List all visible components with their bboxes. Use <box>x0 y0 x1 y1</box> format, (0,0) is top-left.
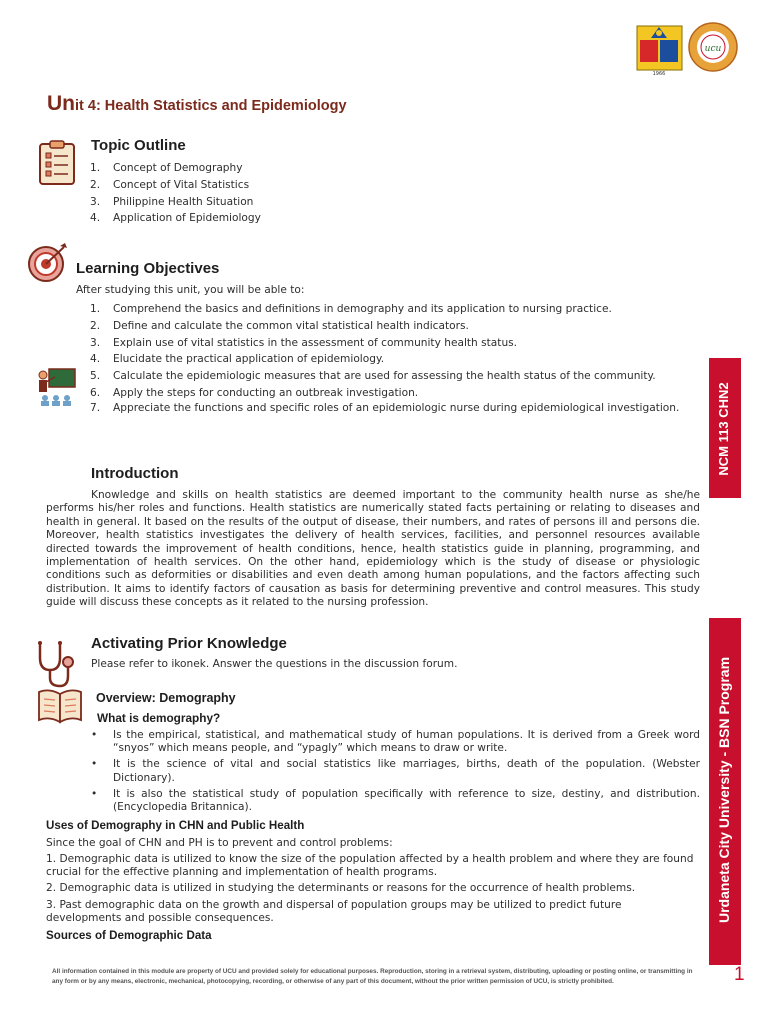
overview-heading: Overview: Demography <box>96 691 236 705</box>
list-item: 2. Demographic data is utilized in studying the determinants or reasons for the occurrence of health problems. <box>46 882 636 895</box>
logo-year: 1966 <box>652 71 666 76</box>
list-item: 1. Concept of Demography <box>90 162 243 174</box>
open-book-icon <box>37 688 83 724</box>
list-item: • It is also the statistical study of population specifically with reference to size, destiny, and distribution. (Encyclopedia Britannica). <box>91 787 700 814</box>
list-item: • Is the empirical, statistical, and mathematical study of human populations. It is derived from a Greek word “snyos” which means people, and “ypagly” which means to draw or write. <box>91 729 700 755</box>
clipboard-icon <box>38 140 76 186</box>
uses-intro: Since the goal of CHN and PH is to prevent and control problems: <box>46 837 393 849</box>
list-item: 1. Demographic data is utilized to know the size of the population affected by a health problem and where they are found crucial for the effective planning and implementation of health programs. <box>46 853 694 879</box>
university-seal-logo <box>688 22 738 72</box>
unit-title-prefix: Un <box>47 92 75 115</box>
list-item: 3. Philippine Health Situation <box>90 195 254 208</box>
objectives-intro: After studying this unit, you will be able to: <box>76 284 305 296</box>
unit-title <box>47 92 347 116</box>
teacher-icon <box>35 367 77 407</box>
list-item: 4. Application of Epidemiology <box>90 212 261 225</box>
introduction-heading: Introduction <box>91 465 179 482</box>
objectives-list <box>90 301 700 415</box>
list-item: • It is the science of vital and social statistics like marriages, births, death of the population. (Webster Dictionary). <box>91 758 700 784</box>
list-item: 2. Concept of Vital Statistics <box>90 178 250 191</box>
prior-knowledge-heading: Activating Prior Knowledge <box>91 635 287 652</box>
list-item: 3. Explain use of vital statistics in the assessment of community health status. <box>90 336 518 349</box>
course-code: NCM 113 CHN2 <box>716 382 731 476</box>
left-logo <box>636 22 683 76</box>
list-item: 7. Appreciate the functions and specific roles of an epidemiologic nurse during epidemiological investigation. <box>90 401 680 414</box>
list-item: 3. Past demographic data on the growth and dispersal of population groups may be utilized to predict future developments and possible consequences. <box>46 898 622 924</box>
uses-list <box>46 853 700 925</box>
list-item: 5. Calculate the epidemiologic measures that are used for assessing the health status of the community. <box>90 370 656 383</box>
target-icon <box>26 243 70 283</box>
sources-heading: Sources of Demographic Data <box>46 929 212 942</box>
program-label: Urdaneta City University - BSN Program <box>716 656 732 924</box>
topic-outline-heading: Topic Outline <box>91 137 186 154</box>
list-item: 1. Comprehend the basics and definitions in demography and its application to nursing practice. <box>90 303 612 315</box>
unit-title-text: it 4: Health Statistics and Epidemiology <box>75 98 347 114</box>
svg-text:ucu: ucu <box>704 44 722 54</box>
uses-heading: Uses of Demography in CHN and Public Health <box>46 819 305 832</box>
list-item: 4. Elucidate the practical application of epidemiology. <box>90 353 385 366</box>
copyright-footer: All information contained in this module are property of UCU and provided solely for educational purposes. Reproduction, storing in a retrieval system, distributing, uploading or posting online, or transmitting in any form or by any means, electronic, mechanical, photocopying, recording, or otherwise of any part of this document, without the prior written permission of UCU, is strictly prohibited. <box>52 968 693 985</box>
list-item: 2. Define and calculate the common vital statistical health indicators. <box>90 319 469 332</box>
list-item: 6. Apply the steps for conducting an outbreak investigation. <box>90 386 419 399</box>
topic-outline-list <box>90 160 513 227</box>
page-number: 1 <box>734 964 745 985</box>
demography-definitions <box>91 729 700 814</box>
introduction-body: Knowledge and skills on health statistics are deemed important to the community health nurse as she/he performs his/her roles and functions. Health statistics are numerically stated facts pertaining or relating to diseases and health in general. It based on the results of the output of disease, their numbers, and rates of persons ill and persons die. Moreover, health statistics investigates the delivery of health services, facilities, and personnel resources available directed towards the improvement of health conditions, hence, health statistics guide in planning, programming, and implementation of health services. On the other hand, epidemiology which is the study of disease or physiologic conditions such as deformities or disabilities and even death among human populations, and the factors affecting such distribution. It aims to identify factors of causation as basis for determining preventive and control measures. This study guide will discuss these concepts as it related to the nursing profession. <box>46 489 700 609</box>
learning-objectives-heading: Learning Objectives <box>76 260 220 277</box>
prior-knowledge-body: Please refer to ikonek. Answer the questions in the discussion forum. <box>91 658 458 670</box>
stethoscope-icon <box>34 640 76 688</box>
what-is-demography-heading: What is demography? <box>97 711 221 725</box>
